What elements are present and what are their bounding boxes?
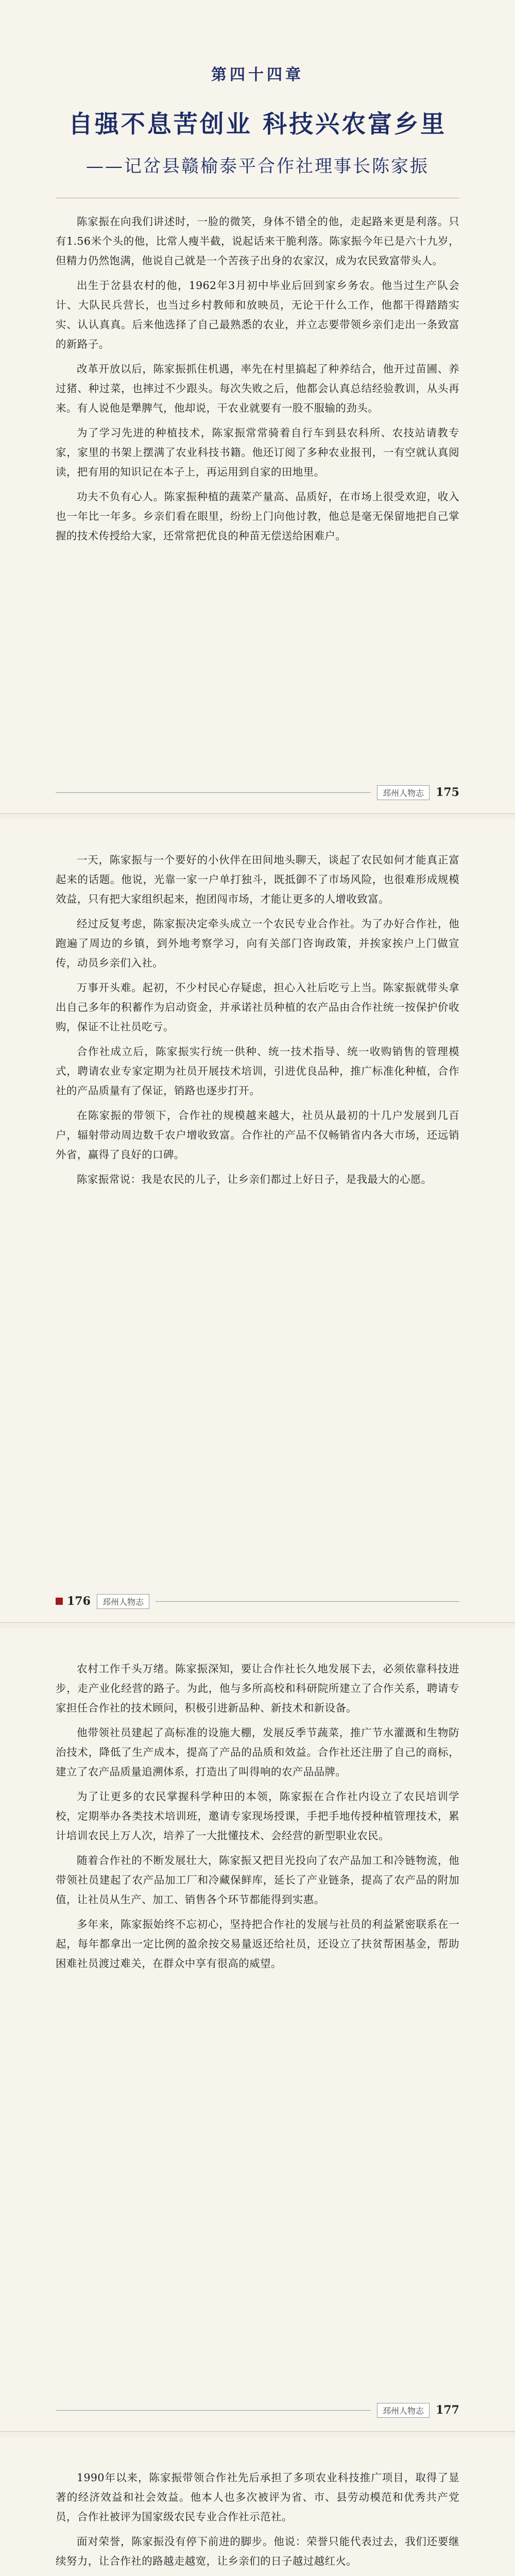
paragraph: 1990年以来，陈家振带领合作社先后承担了多项农业科技推广项目，取得了显著的经济效益和社会效益。他本人也多次被评为省、市、县劳动模范和优秀共产党员，合作社被评为国家级农民专业合作社示范社。 <box>56 2471 459 2523</box>
book-title: 邳州人物志 <box>377 785 430 800</box>
page-176 <box>0 819 515 1623</box>
paragraph: 他带领社员建起了高标准的设施大棚，发展反季节蔬菜，推广节水灌溉和生物防治技术，降低了生产成本，提高了产品的品质和效益。合作社还注册了自己的商标，建立了农产品质量追溯体系，打造出了叫得响的农产品品牌。 <box>56 1726 459 1778</box>
page-175 <box>0 0 515 814</box>
paragraph: 万事开头难。起初，不少村民心存疑虑，担心入社后吃亏上当。陈家振就带头拿出自己多年的积蓄作为启动资金，并承诺社员种植的农产品由合作社统一按保护价收购，保证不让社员吃亏。 <box>56 981 459 1033</box>
page-178 <box>0 2437 515 2576</box>
page-footer <box>56 1592 459 1610</box>
footer-rule <box>156 1601 459 1602</box>
paragraph: 为了学习先进的种植技术，陈家振常常骑着自行车到县农科所、农技站请教专家，家里的书架上摆满了农业科技书籍。他还订阅了多种农业报刊，一有空就认真阅读，把有用的知识记在本子上，再运用到自家的田地里。 <box>56 427 459 478</box>
book-title: 邳州人物志 <box>97 1594 149 1609</box>
page-177 <box>0 1628 515 2432</box>
paragraph: 改革开放以后，陈家振抓住机遇，率先在村里搞起了种养结合，他开过苗圃、养过猪、种过菜，也摔过不少跟头。每次失败之后，他都会认真总结经验教训，从头再来。有人说他是犟脾气，他却说，干农业就要有一股不服输的劲头。 <box>56 363 459 414</box>
page-footer <box>56 784 459 801</box>
paragraph: 在陈家振的带领下，合作社的规模越来越大，社员从最初的十几户发展到几百户，辐射带动周边数千农户增收致富。合作社的产品不仅畅销省内各大市场，还远销外省，赢得了良好的口碑。 <box>56 1109 459 1161</box>
footer-rule <box>56 792 371 793</box>
paragraph: 经过反复考虑，陈家振决定牵头成立一个农民专业合作社。为了办好合作社，他跑遍了周边的乡镇，到外地考察学习，向有关部门咨询政策，并挨家挨户上门做宣传，动员乡亲们入社。 <box>56 918 459 969</box>
paragraph: 多年来，陈家振始终不忘初心，坚持把合作社的发展与社员的利益紧密联系在一起，每年都拿出一定比例的盈余按交易量返还给社员，还设立了扶贫帮困基金，帮助困难社员渡过难关，在群众中享有很高的威望。 <box>56 1918 459 1970</box>
footer-rule <box>56 2410 371 2411</box>
paragraph: 为了让更多的农民掌握科学种田的本领，陈家振在合作社内设立了农民培训学校，定期举办各类技术培训班，邀请专家现场授课，手把手地传授种植管理技术，累计培训农民上万人次，培养了一大批懂技术、会经营的新型职业农民。 <box>56 1790 459 1842</box>
paragraph: 农村工作千头万绪。陈家振深知，要让合作社长久地发展下去，必须依靠科技进步，走产业化经营的路子。为此，他与多所高校和科研院所建立了合作关系，聘请专家担任合作社的技术顾问，积极引进新品种、新技术和新设备。 <box>56 1663 459 1714</box>
paragraph: 面对荣誉，陈家振没有停下前进的脚步。他说：荣誉只能代表过去，我们还要继续努力，让合作社的路越走越宽，让乡亲们的日子越过越红火。 <box>56 2535 459 2567</box>
paragraph: 一天，陈家振与一个要好的小伙伴在田间地头聊天，谈起了农民如何才能真正富起来的话题。他说，光靠一家一户单打独斗，既抵御不了市场风险，也很难形成规模效益，只有把大家组织起来，抱团闯市场，才能让更多的人增收致富。 <box>56 854 459 905</box>
article-subtitle: ——记岔县赣榆泰平合作社理事长陈家振 <box>86 156 429 177</box>
page-number: 176 <box>67 1595 91 1608</box>
book-title: 邳州人物志 <box>377 2403 430 2418</box>
footer-marker <box>56 1598 63 1605</box>
paragraph: 合作社成立后，陈家振实行统一供种、统一技术指导、统一收购销售的管理模式，聘请农业专家定期为社员开展技术培训，引进优良品种，推广标准化种植，合作社的产品质量有了保证，销路也逐步打开。 <box>56 1045 459 1097</box>
page-footer <box>56 2401 459 2419</box>
paragraph: 陈家振常说：我是农民的儿子，让乡亲们都过上好日子，是我最大的心愿。 <box>77 1173 432 1185</box>
page-number: 175 <box>436 786 459 799</box>
paragraph: 出生于岔县农村的他，1962年3月初中毕业后回到家乡务农。他当过生产队会计、大队民兵营长，也当过乡村教师和放映员，无论干什么工作，他都干得踏踏实实、认认真真。后来他选择了自己最熟悉的农业，并立志要带领乡亲们走出一条致富的新路子。 <box>56 279 459 350</box>
paragraph: 功夫不负有心人。陈家振种植的蔬菜产量高、品质好，在市场上很受欢迎，收入也一年比一年多。乡亲们看在眼里，纷纷上门向他讨教，他总是毫无保留地把自己掌握的技术传授给大家，还常常把优良的种苗无偿送给困难户。 <box>56 490 459 542</box>
paragraph: 随着合作社的不断发展壮大，陈家振又把目光投向了农产品加工和冷链物流，他带领社员建起了农产品加工厂和冷藏保鲜库，延长了产业链条，提高了农产品的附加值，让社员从生产、加工、销售各个环节都能得到实惠。 <box>56 1854 459 1906</box>
paragraph: 陈家振在向我们讲述时，一脸的微笑，身体不错全的他，走起路来更是利落。只有1.56米个头的他，比常人瘦半截，说起话来干脆利落。陈家振今年已是六十九岁，但精力仍然饱满，他说自己就是一个苦孩子出身的农家汉，成为农民致富带头人。 <box>56 215 459 267</box>
page-number: 177 <box>436 2403 459 2417</box>
chapter-heading: 第四十四章 <box>211 66 304 84</box>
article-title: 自强不息苦创业 科技兴农富乡里 <box>68 110 447 139</box>
